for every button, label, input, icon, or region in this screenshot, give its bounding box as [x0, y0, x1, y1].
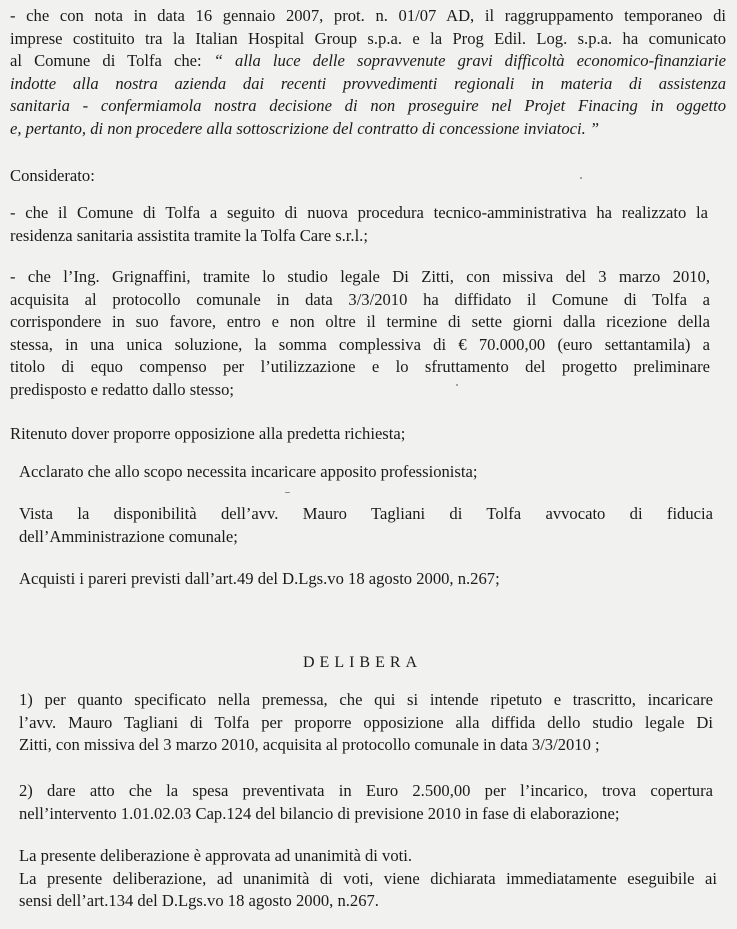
text-line: nell’intervento 1.01.02.03 Cap.124 del bilancio di previsione 2010 in fase di elaborazione;: [19, 803, 620, 823]
text-line: sensi dell’art.134 del D.Lgs.vo 18 agosto 2000, n.267.: [19, 891, 379, 911]
delibera-point-2: [19, 780, 713, 825]
paragraph-residenza: [10, 202, 708, 247]
text-line: predisposto e redatto dallo stesso;: [10, 379, 234, 399]
text-line: 2) dare atto che la spesa preventivata in Euro 2.500,00 per l’incarico, trova copertura: [19, 781, 713, 800]
text-line: - che l’Ing. Grignaffini, tramite lo studio legale Di Zitti, con missiva del 3 marzo 2010,: [10, 267, 710, 286]
text-line: l’avv. Mauro Tagliani di Tolfa per proporre opposizione alla diffida dello studio legale Di: [19, 712, 713, 732]
text-segment: al Comune di Tolfa che:: [10, 51, 214, 71]
delibera-heading: DELIBERA: [303, 654, 423, 671]
text-line: 1) per quanto specificato nella premessa, che qui si intende ripetuto e trascritto, incaricare: [19, 690, 713, 709]
paragraph-final: [19, 845, 717, 913]
scan-speck: [456, 384, 458, 386]
text-line: residenza sanitaria assistita tramite la Tolfa Care s.r.l.;: [10, 225, 368, 245]
paragraph-vista: [19, 503, 713, 548]
scan-speck: [580, 177, 582, 179]
quote-line: indotte alla nostra azienda dai recenti provvedimenti regionali in materia di assistenza: [10, 73, 726, 93]
quote-line: sanitaria - confermiamola nostra decisione di non proseguire nel Projet Finacing in oggetto: [10, 96, 726, 116]
text-line: dell’Amministrazione comunale;: [19, 526, 238, 546]
text-line: Zitti, con missiva del 3 marzo 2010, acquisita al protocollo comunale in data 3/3/2010 ;: [19, 735, 600, 755]
text-line: - che con nota in data 16 gennaio 2007, prot. n. 01/07 AD, il raggruppamento temporaneo di: [10, 6, 726, 25]
text-line: titolo di equo compenso per l’utilizzazione e lo sfruttamento del progetto preliminare: [10, 357, 710, 377]
text-line: stessa, in una unica soluzione, la somma complessiva di € 70.000,00 (euro settantamila) a: [10, 334, 710, 354]
text-line: Vista la disponibilità dell’avv. Mauro Tagliani di Tolfa avvocato di fiducia: [19, 504, 713, 523]
paragraph-acquisiti: Acquisti i pareri previsti dall’art.49 del D.Lgs.vo 18 agosto 2000, n.267;: [19, 569, 500, 588]
text-line: - che il Comune di Tolfa a seguito di nuova procedura tecnico-amministrativa ha realizzato la: [10, 203, 708, 222]
scan-speck: [285, 492, 290, 493]
quote-line: e, pertanto, di non procedere alla sottoscrizione del contratto di concessione inviatoci. ”: [10, 118, 600, 138]
paragraph-acclarato: Acclarato che allo scopo necessita incaricare apposito professionista;: [19, 462, 478, 481]
text-line: corrispondere in suo favore, entro e non oltre il termine di sette giorni dalla ricezione della: [10, 312, 710, 332]
text-line: La presente deliberazione è approvata ad unanimità di voti.: [19, 846, 413, 865]
text-line: La presente deliberazione, ad unanimità di voti, viene dichiarata immediatamente eseguibile ai: [19, 868, 717, 888]
text-line: imprese costituito tra la Italian Hospital Group s.p.a. e la Prog Edil. Log. s.p.a. ha comunicato: [10, 28, 726, 48]
paragraph-nota: [10, 5, 726, 141]
text-line: [10, 50, 726, 73]
paragraph-diffida: [10, 266, 710, 402]
text-line: acquisita al protocollo comunale in data 3/3/2010 ha diffidato il Comune di Tolfa a: [10, 289, 710, 309]
paragraph-ritenuto: Ritenuto dover proporre opposizione alla predetta richiesta;: [10, 424, 406, 443]
heading-considerato: Considerato:: [10, 166, 95, 185]
delibera-point-1: [19, 689, 713, 757]
quote-segment: “ alla luce delle sopravvenute gravi difficoltà economico-finanziarie: [213, 51, 727, 71]
